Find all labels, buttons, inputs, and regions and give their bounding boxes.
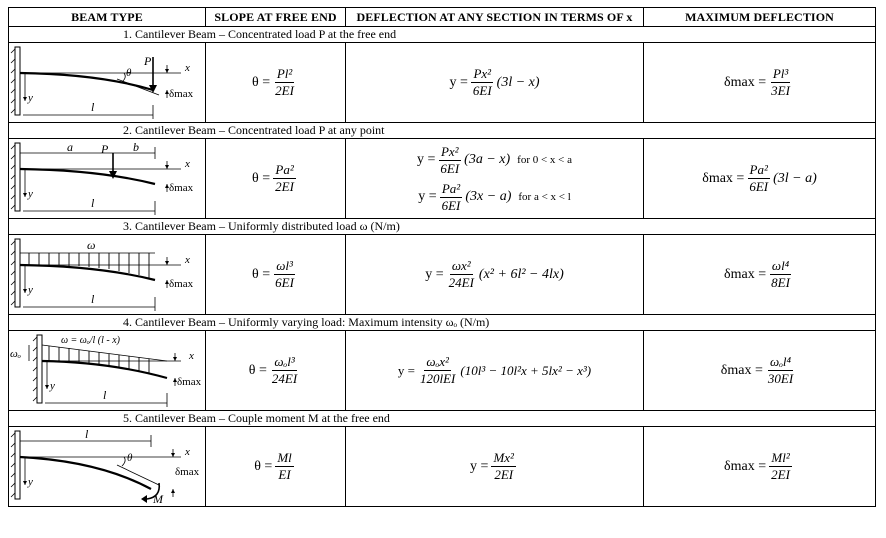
- beam-5-diagram: [9, 427, 204, 506]
- defl-num: ωx²: [451, 258, 471, 273]
- header-deflection: DEFLECTION AT ANY SECTION IN TERMS OF x: [346, 8, 644, 27]
- slope-lhs: θ =: [248, 362, 267, 378]
- case-5-row: [9, 427, 876, 507]
- case-title: 3. Cantilever Beam – Uniformly distributed load ω (N/m): [9, 219, 876, 235]
- case-5-figure-cell: [9, 427, 206, 507]
- length-label: l: [91, 292, 95, 306]
- load-intensity-label: ω: [87, 238, 96, 252]
- header-max-deflection: MAXIMUM DEFLECTION: [644, 8, 876, 27]
- defl-rest: (10l³ − 10l²x + 5lx² − x³): [460, 362, 592, 378]
- max-intensity-label: ωₒ: [10, 348, 21, 360]
- case-5-deflection-cell: [346, 427, 644, 507]
- max-rest: (3l − a): [773, 170, 817, 186]
- theta-label: θ: [126, 67, 132, 79]
- header-slope: SLOPE AT FREE END: [206, 8, 346, 27]
- x-axis-label: x: [185, 446, 190, 458]
- case-1-deflection-cell: [346, 43, 644, 123]
- load-label-P: P: [144, 54, 152, 68]
- case-1-figure-cell: [9, 43, 206, 123]
- defl-lhs: y =: [397, 362, 415, 378]
- slope-num: Pa²: [275, 162, 294, 177]
- slope-lhs: θ =: [252, 170, 271, 186]
- defl-den: 24EI: [448, 275, 474, 290]
- max-num: Pl³: [772, 66, 789, 81]
- max-lhs: δmax =: [724, 74, 767, 90]
- case-4-max-cell: [644, 331, 876, 411]
- max-den: 30EI: [767, 371, 794, 386]
- dmax-label: δmax: [175, 466, 200, 478]
- slope-den: 6EI: [275, 275, 294, 290]
- case-4-figure-cell: [9, 331, 206, 411]
- case-3-slope-cell: [206, 235, 346, 315]
- max-lhs: δmax =: [724, 458, 767, 474]
- defl-lhs: y =: [425, 266, 444, 282]
- length-label: l: [103, 388, 107, 402]
- max-den: 6EI: [749, 179, 769, 194]
- defl-num: ωₒx²: [426, 354, 449, 369]
- case-3-deflection-cell: [346, 235, 644, 315]
- x-axis-label: x: [185, 158, 190, 170]
- max-lhs: δmax =: [720, 362, 763, 378]
- dim-a-label: a: [67, 140, 73, 154]
- defl-rest: (3a − x): [464, 152, 511, 167]
- slope-den: 2EI: [275, 179, 294, 194]
- case-2-deflection-cell: [346, 139, 644, 219]
- slope-den: EI: [278, 467, 291, 482]
- theta-label: θ: [127, 452, 133, 464]
- beam-deflection-table: [8, 7, 876, 507]
- length-label: l: [85, 427, 89, 441]
- case-5-max-cell: [644, 427, 876, 507]
- case-4-title-row: [9, 315, 876, 331]
- beam-2-diagram: [9, 139, 204, 218]
- case-5-title-row: [9, 411, 876, 427]
- max-num: ωₒl⁴: [770, 354, 792, 369]
- length-label: l: [91, 100, 95, 114]
- defl-den: 6EI: [441, 197, 461, 213]
- y-axis-label: y: [28, 476, 33, 488]
- defl-rest: (3x − a): [465, 189, 512, 204]
- x-axis-label: x: [185, 62, 190, 74]
- case-title: 1. Cantilever Beam – Concentrated load P at the free end: [9, 27, 876, 43]
- max-den: 8EI: [771, 275, 790, 290]
- beam-1-diagram: [9, 43, 204, 122]
- defl-lhs: y =: [470, 458, 489, 474]
- case-4-row: [9, 331, 876, 411]
- max-den: 3EI: [771, 83, 790, 98]
- case-3-title-row: [9, 219, 876, 235]
- case-3-figure-cell: [9, 235, 206, 315]
- defl-condition: for 0 < x < a: [517, 154, 573, 166]
- case-3-max-cell: [644, 235, 876, 315]
- length-label: l: [91, 196, 95, 210]
- slope-num: Pl²: [276, 66, 293, 81]
- y-axis-label: y: [50, 380, 55, 392]
- x-axis-label: x: [185, 254, 190, 266]
- case-4-deflection-cell: [346, 331, 644, 411]
- y-axis-label: y: [28, 284, 33, 296]
- defl-lhs: y =: [416, 152, 436, 167]
- defl-rest: (x² + 6l² − 4lx): [478, 266, 564, 282]
- defl-den: 2EI: [494, 467, 514, 482]
- defl-den: 6EI: [472, 83, 492, 98]
- dmax-label: δmax: [169, 88, 194, 100]
- slope-num: ωl³: [276, 258, 293, 273]
- case-1-slope-cell: [206, 43, 346, 123]
- defl-num: Mx²: [493, 450, 514, 465]
- defl-rest: (3l − x): [496, 74, 540, 90]
- dmax-label: δmax: [169, 182, 194, 194]
- beam-3-diagram: [9, 235, 204, 314]
- case-1-max-cell: [644, 43, 876, 123]
- beam-deflection-table-sheet: [8, 7, 875, 507]
- slope-num: Ml: [277, 450, 292, 465]
- case-1-title-row: [9, 27, 876, 43]
- case-3-row: [9, 235, 876, 315]
- defl-lhs: y =: [418, 189, 437, 204]
- case-5-slope-cell: [206, 427, 346, 507]
- x-axis-label: x: [189, 350, 194, 362]
- defl-lhs: y =: [449, 74, 468, 90]
- y-axis-label: y: [28, 92, 33, 104]
- case-2-slope-cell: [206, 139, 346, 219]
- case-2-max-cell: [644, 139, 876, 219]
- defl-num: Pa²: [441, 180, 461, 196]
- table-header-row: [9, 8, 876, 27]
- slope-den: 2EI: [275, 83, 294, 98]
- case-1-row: [9, 43, 876, 123]
- varying-load-label: ω = ωₒ/l (l - x): [61, 335, 120, 346]
- max-num: Ml²: [771, 450, 790, 465]
- moment-label: M: [153, 492, 163, 506]
- case-2-figure-cell: [9, 139, 206, 219]
- slope-num: ωₒl³: [274, 354, 295, 369]
- beam-4-diagram: [9, 331, 204, 410]
- defl-num: Px²: [473, 66, 492, 81]
- defl-condition: for a < x < l: [518, 191, 571, 203]
- case-title: 2. Cantilever Beam – Concentrated load P at any point: [9, 123, 876, 139]
- case-4-slope-cell: [206, 331, 346, 411]
- max-lhs: δmax =: [702, 170, 745, 186]
- case-title: 5. Cantilever Beam – Couple moment M at the free end: [9, 411, 876, 427]
- defl-den: 120lEI: [419, 371, 456, 386]
- case-2-row: [9, 139, 876, 219]
- y-axis-label: y: [28, 188, 33, 200]
- slope-lhs: θ =: [252, 266, 271, 282]
- dmax-label: δmax: [177, 376, 202, 388]
- defl-den: 6EI: [440, 160, 460, 176]
- header-beam-type: BEAM TYPE: [9, 8, 206, 27]
- case-title: 4. Cantilever Beam – Uniformly varying load: Maximum intensity ωₒ (N/m): [9, 315, 876, 331]
- max-num: ωl⁴: [771, 258, 790, 273]
- slope-lhs: θ =: [254, 458, 273, 474]
- defl-num: Px²: [440, 143, 459, 159]
- max-num: Pa²: [749, 162, 768, 177]
- max-lhs: δmax =: [724, 266, 767, 282]
- dim-b-label: b: [133, 140, 139, 154]
- case-2-title-row: [9, 123, 876, 139]
- slope-den: 24EI: [271, 371, 298, 386]
- max-den: 2EI: [771, 467, 790, 482]
- slope-lhs: θ =: [252, 74, 271, 90]
- dmax-label: δmax: [169, 278, 194, 290]
- load-label-P: P: [101, 142, 109, 156]
